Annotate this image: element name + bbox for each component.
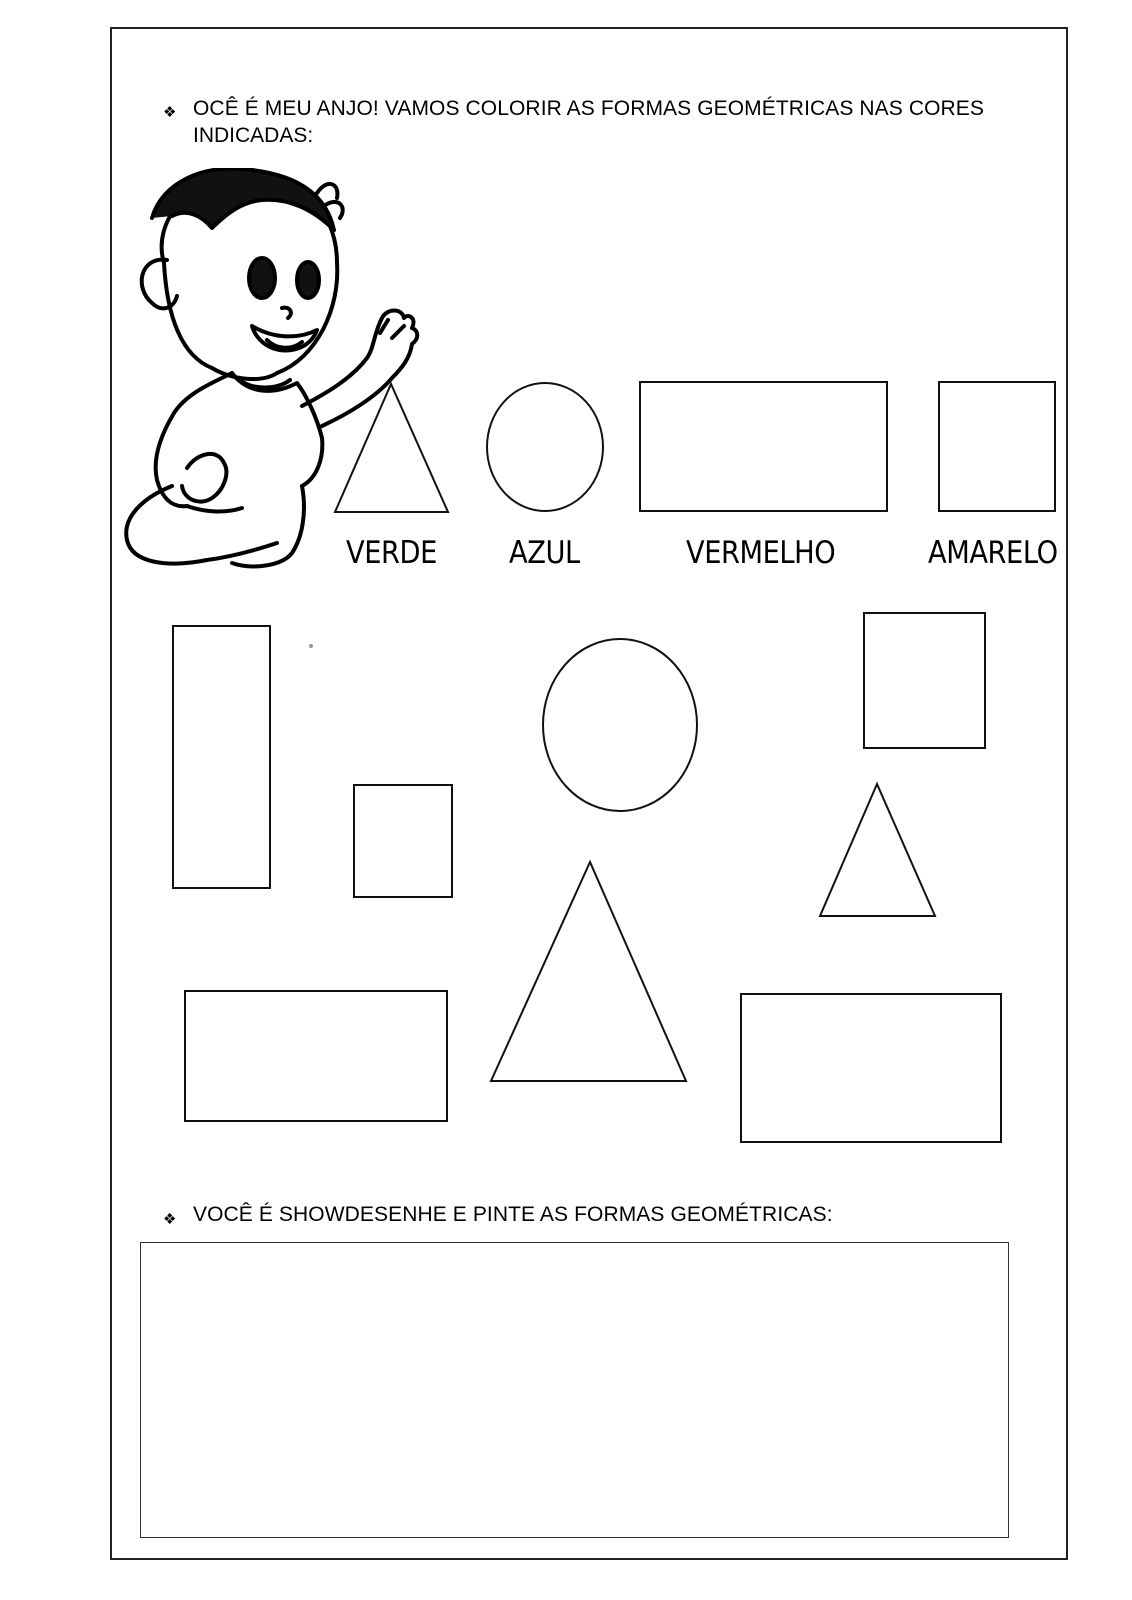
- stray-dot: [309, 644, 313, 648]
- shape-rectangle-bottom-left[interactable]: [185, 991, 447, 1121]
- label-amarelo-clip: [926, 533, 1060, 577]
- key-square-shape[interactable]: [939, 382, 1055, 511]
- key-rectangle-shape[interactable]: [640, 382, 887, 511]
- drawing-area[interactable]: [140, 1242, 1009, 1538]
- key-circle-shape[interactable]: [487, 383, 603, 511]
- key-triangle-shape[interactable]: [335, 384, 448, 512]
- instruction-line-1: OCÊ É MEU ANJO! VAMOS COLORIR AS FORMAS GEOMÉTRICAS NAS CORES: [193, 97, 985, 120]
- instruction-draw-shapes: VOCÊ É SHOWDESENHE E PINTE AS FORMAS GEOMÉTRICAS:: [193, 1203, 833, 1226]
- shape-tall-rectangle[interactable]: [173, 626, 270, 888]
- instruction-line-2: INDICADAS:: [193, 124, 314, 147]
- label-verde: VERDE: [346, 535, 437, 571]
- label-vermelho: VERMELHO: [686, 535, 836, 571]
- shape-square-top-right[interactable]: [864, 613, 985, 748]
- shape-small-square[interactable]: [354, 785, 452, 897]
- label-azul: AZUL: [509, 535, 580, 571]
- shape-small-triangle[interactable]: [820, 784, 935, 916]
- label-amarelo: AMARELO: [928, 535, 1058, 571]
- diamond-bullet-icon: ❖: [163, 1211, 177, 1228]
- shape-large-triangle[interactable]: [491, 862, 686, 1081]
- shape-circle[interactable]: [543, 639, 697, 811]
- shape-rectangle-bottom-right[interactable]: [741, 994, 1001, 1142]
- diamond-bullet-icon: ❖: [163, 104, 177, 121]
